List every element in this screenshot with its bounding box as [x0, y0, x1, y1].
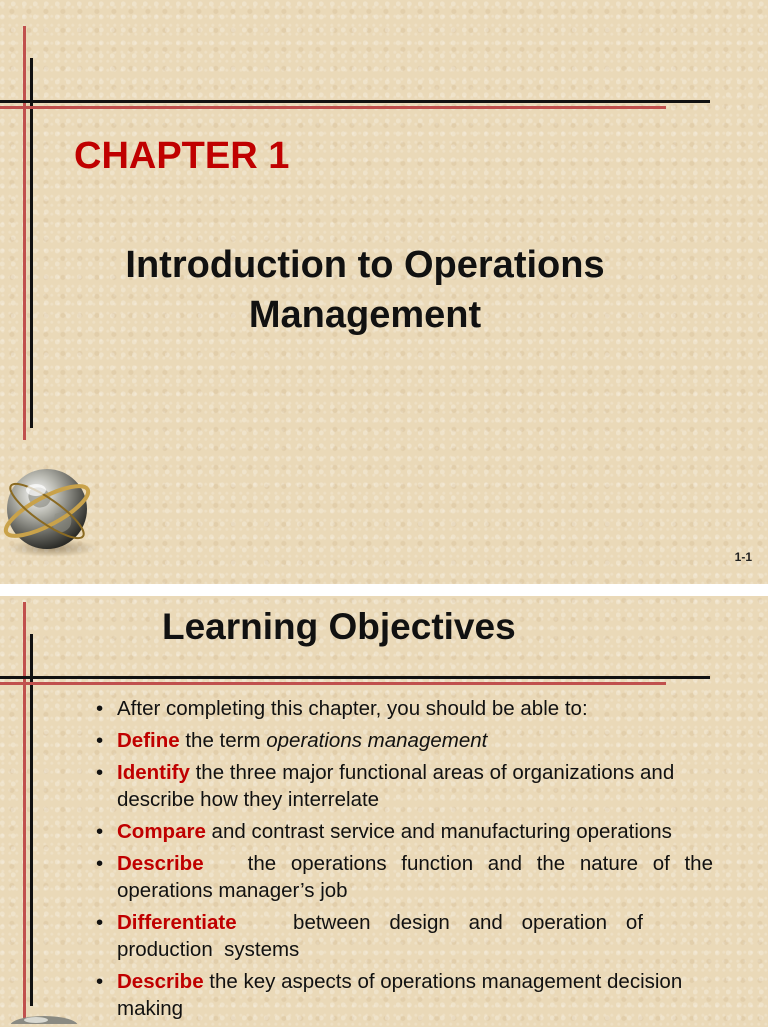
objective-keyword: Compare — [117, 820, 206, 843]
bullet: • — [96, 697, 104, 720]
objective-keyword: Differentiate — [117, 911, 237, 934]
objective-text: the three major functional areas of organizations and describe how they interrelate — [117, 761, 675, 811]
objective-italic: operations management — [266, 729, 488, 752]
horizontal-rule-red — [0, 682, 666, 685]
list-item — [96, 759, 736, 813]
vertical-rule-dark — [30, 634, 33, 1006]
list-item — [96, 818, 736, 845]
list-item — [96, 695, 736, 722]
objective-keyword: Identify — [117, 761, 190, 784]
bullet: • — [96, 852, 104, 875]
vertical-rule-red — [23, 602, 26, 1024]
globe-icon — [0, 1014, 90, 1024]
objectives-list — [96, 695, 736, 1027]
objective-text: between design and operation of production systems — [117, 911, 649, 961]
globe-icon — [0, 464, 100, 560]
list-item — [96, 850, 725, 904]
bullet: • — [96, 911, 104, 934]
objective-keyword: Define — [117, 729, 180, 752]
page-number: 1-1 — [734, 550, 752, 564]
objective-text: the term — [179, 729, 267, 752]
slide-title — [60, 240, 670, 340]
list-item — [96, 909, 649, 963]
bullet: • — [96, 761, 104, 784]
horizontal-rule-red — [0, 106, 666, 109]
objective-keyword: Describe — [117, 852, 204, 875]
objective-text: After completing this chapter, you should be able to: — [117, 697, 588, 720]
slide-separator — [0, 584, 768, 596]
objective-text: the key aspects of operations management decision making — [117, 970, 683, 1020]
bullet: • — [96, 729, 104, 752]
list-item — [96, 727, 736, 754]
slide-title-line2: Management — [248, 294, 482, 336]
objective-text: the operations function and the nature of the operations manager’s job — [117, 852, 725, 902]
learning-objectives-title: Learning Objectives — [162, 606, 516, 647]
list-item — [96, 968, 736, 1022]
horizontal-rule-dark — [0, 676, 710, 679]
objective-text: and contrast service and manufacturing operations — [205, 820, 672, 843]
slide-title-line1: Introduction to Operations — [125, 244, 605, 286]
horizontal-rule-dark — [0, 100, 710, 103]
chapter-label: CHAPTER 1 — [74, 135, 290, 177]
vertical-rule-dark — [30, 58, 33, 428]
vertical-rule-red — [23, 26, 26, 440]
bullet: • — [96, 820, 104, 843]
bullet: • — [96, 970, 104, 993]
objective-keyword: Describe — [117, 970, 204, 993]
